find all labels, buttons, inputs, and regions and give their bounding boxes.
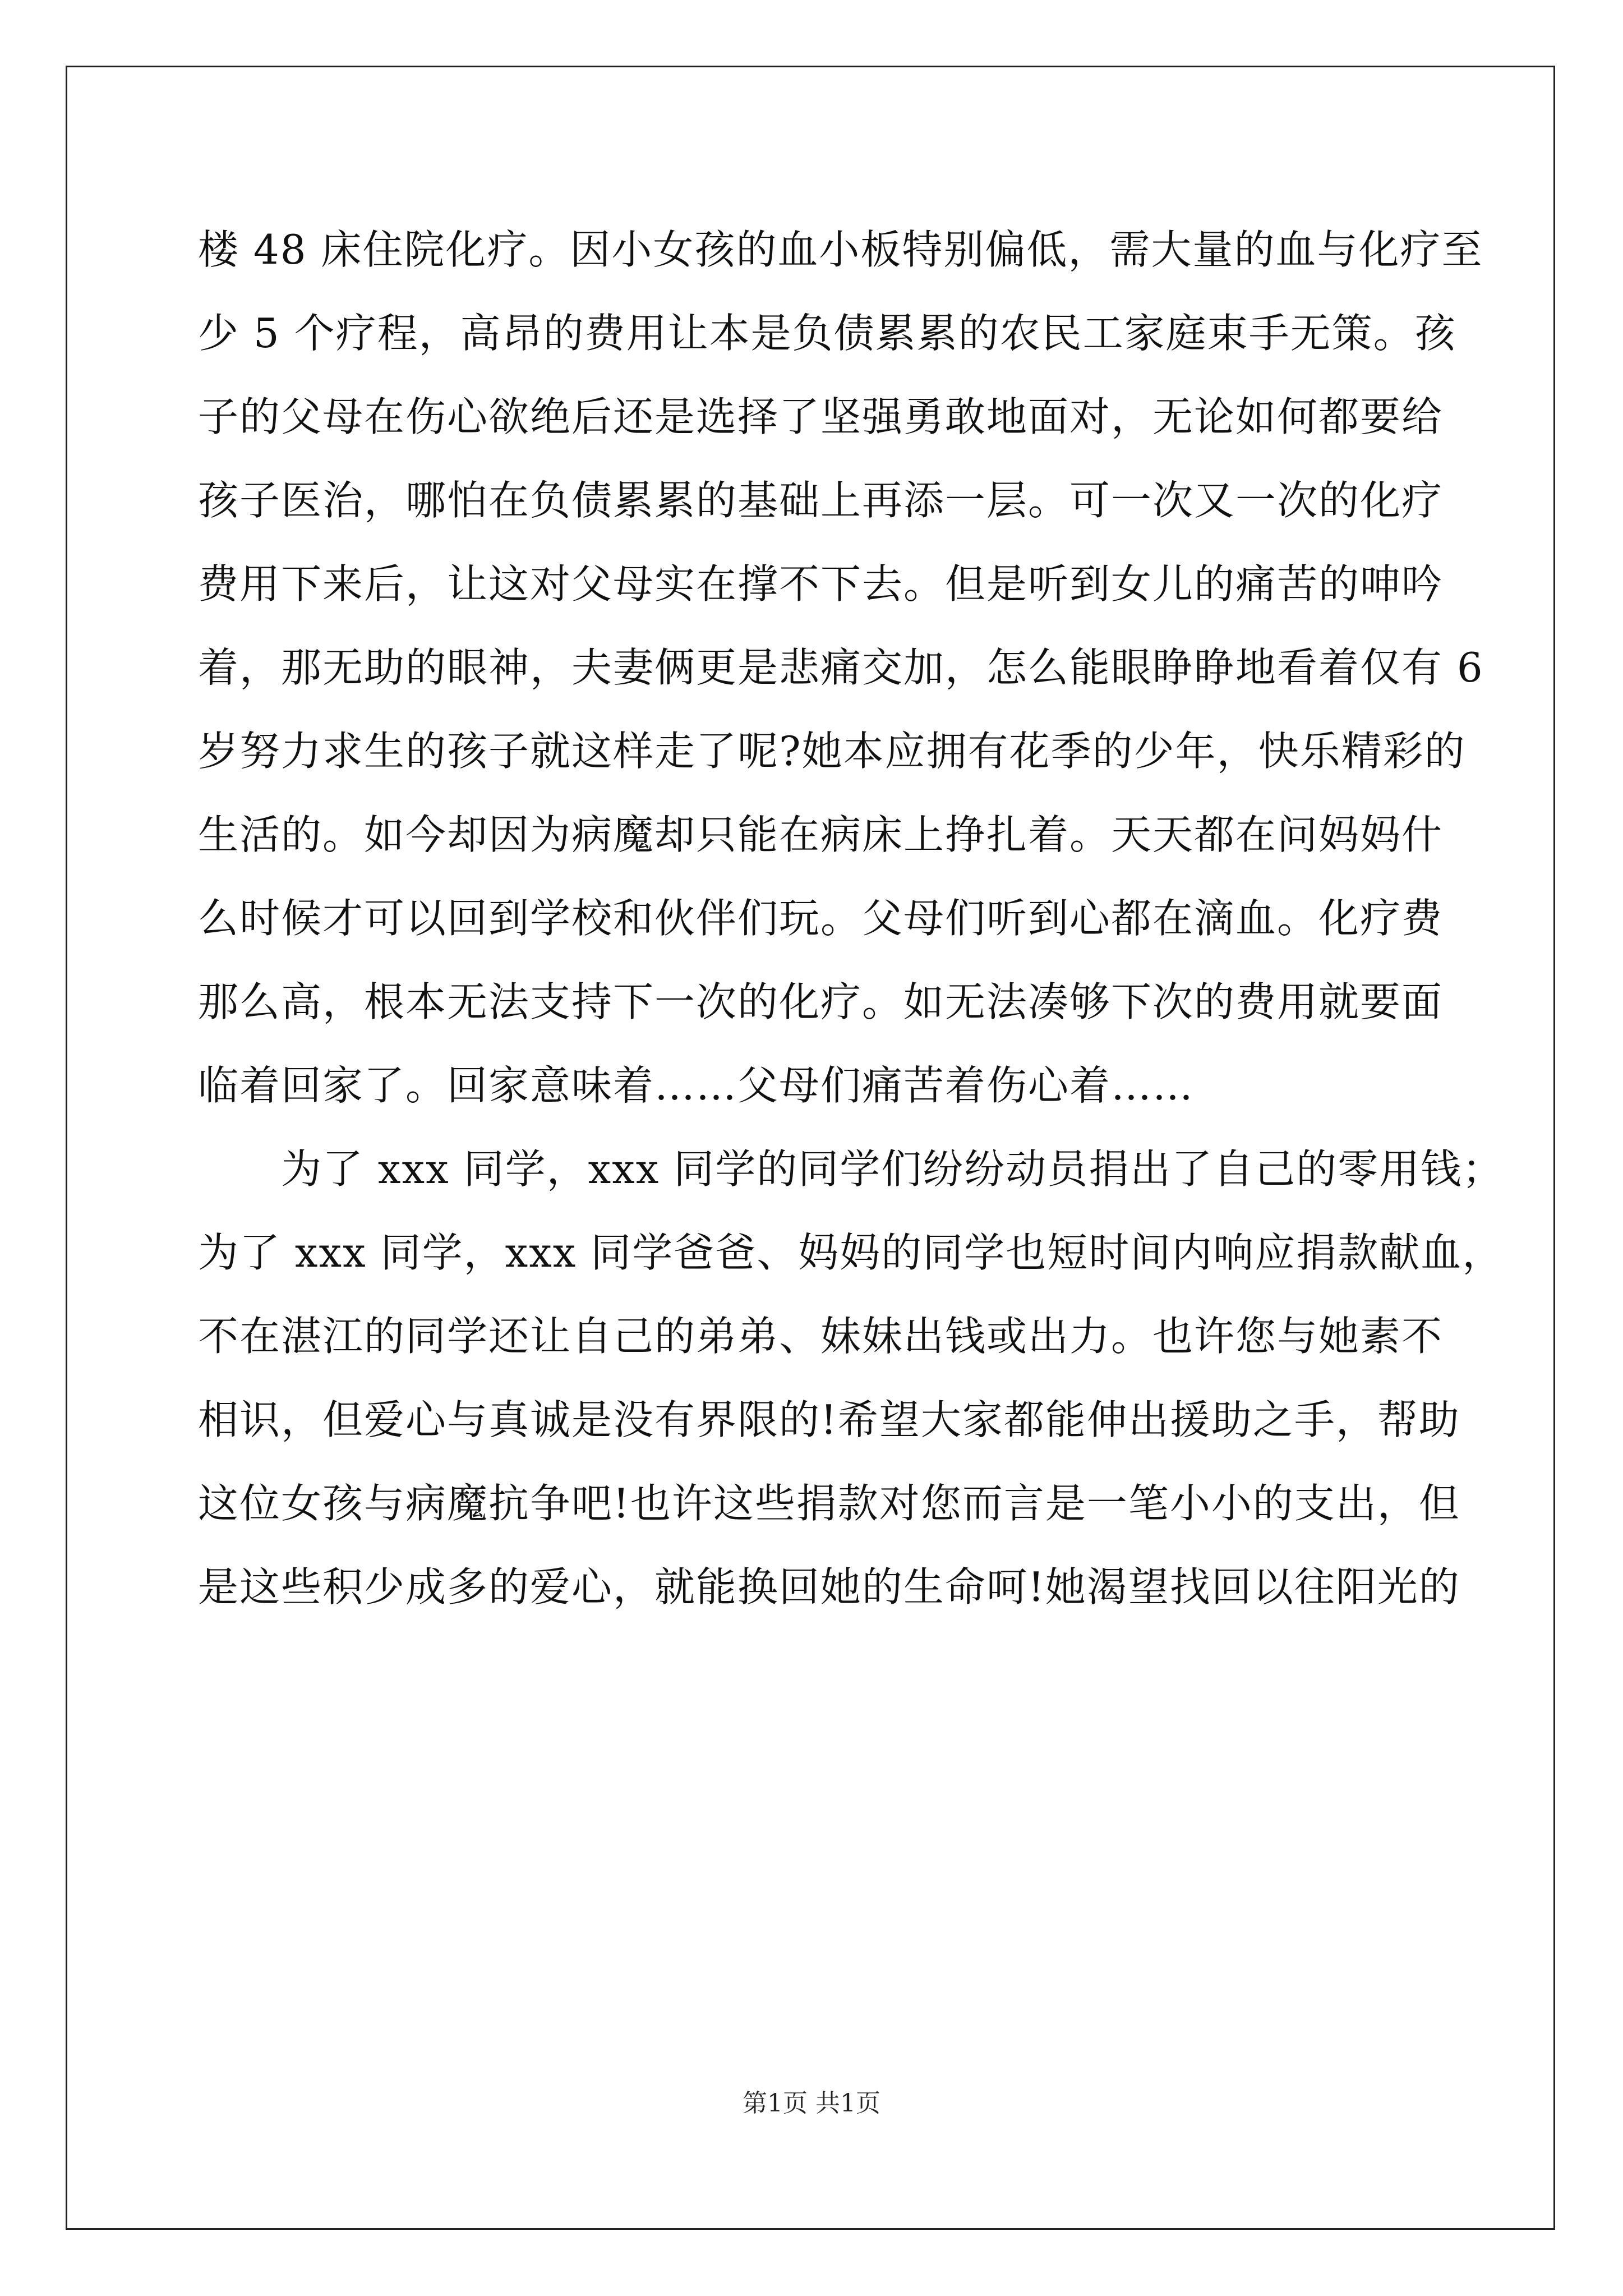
text-line: 子的父母在伤心欲绝后还是选择了坚强勇敢地面对，无论如何都要给 — [198, 393, 1444, 440]
text-line: 是这些积少成多的爱心，就能换回她的生命呵!她渴望找回以往阳光的 — [198, 1563, 1460, 1611]
text-line: 生活的。如今却因为病魔却只能在病床上挣扎着。天天都在问妈妈什 — [198, 811, 1444, 858]
paragraph-start-line: 为了 xxx 同学，xxx 同学的同学们纷纷动员捐出了自己的零用钱； — [281, 1145, 1504, 1193]
text-line: 为了 xxx 同学，xxx 同学爸爸、妈妈的同学也短时间内响应捐款献血， — [198, 1229, 1504, 1276]
text-line: 那么高，根本无法支持下一次的化疗。如无法凑够下次的费用就要面 — [198, 978, 1444, 1025]
text-line: 着，那无助的眼神，夫妻俩更是悲痛交加，怎么能眼睁睁地看着仅有 6 — [198, 644, 1484, 691]
page-footer: 第1页 共1页 — [743, 2089, 880, 2118]
text-line: 岁努力求生的孩子就这样走了呢?她本应拥有花季的少年，快乐精彩的 — [198, 728, 1466, 775]
text-line: 孩子医治，哪怕在负债累累的基础上再添一层。可一次又一次的化疗 — [198, 477, 1444, 524]
text-line: 临着回家了。回家意味着……父母们痛苦着伤心着…… — [198, 1062, 1195, 1109]
text-line: 楼 48 床住院化疗。因小女孩的血小板特别偏低，需大量的血与化疗至 — [198, 226, 1483, 273]
text-line: 不在湛江的同学还让自己的弟弟、妹妹出钱或出力。也许您与她素不 — [198, 1313, 1444, 1360]
text-line: 少 5 个疗程，高昂的费用让本是负债累累的农民工家庭束手无策。孩 — [198, 310, 1456, 357]
text-line: 这位女孩与病魔抗争吧!也许这些捐款对您而言是一笔小小的支出，但 — [198, 1480, 1460, 1527]
text-line: 费用下来后，让这对父母实在撑不下去。但是听到女儿的痛苦的呻吟 — [198, 560, 1444, 608]
text-line: 么时候才可以回到学校和伙伴们玩。父母们听到心都在滴血。化疗费 — [198, 895, 1444, 942]
text-line: 相识，但爱心与真诚是没有界限的!希望大家都能伸出援助之手，帮助 — [198, 1396, 1460, 1443]
